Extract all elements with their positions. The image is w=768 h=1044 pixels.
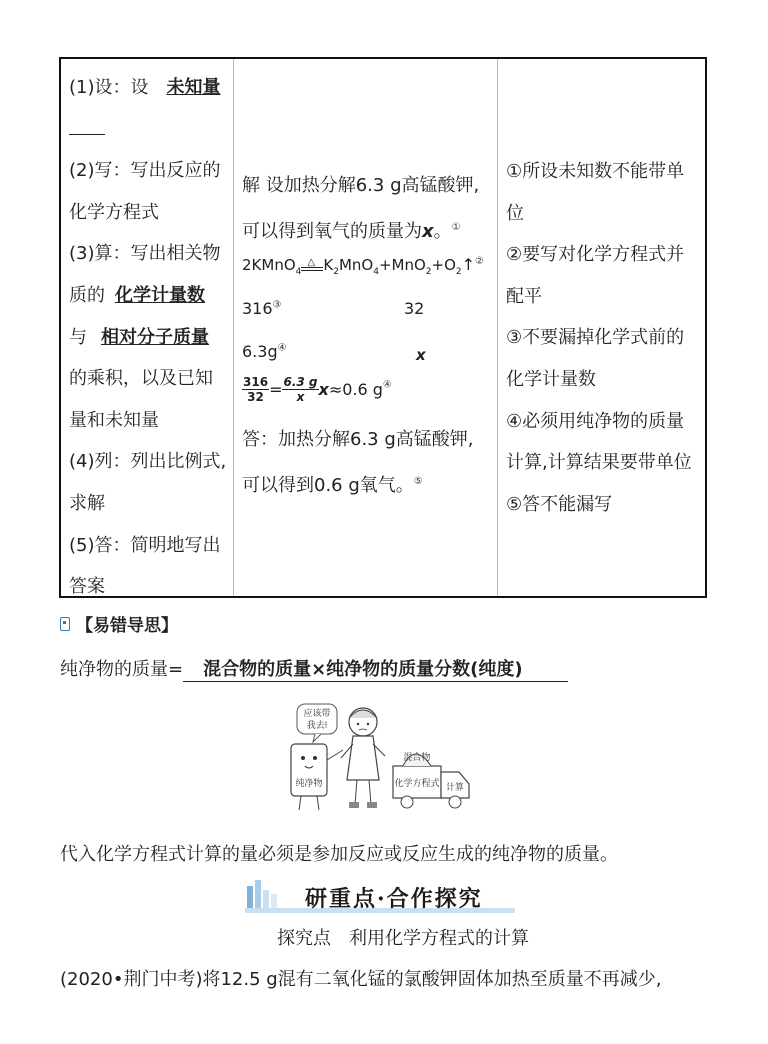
step-4: (4)列：列出比例式,: [69, 451, 227, 473]
solution-steps-table: [59, 57, 707, 598]
mark-2: ②: [475, 256, 484, 267]
step-2: (2)写：写出反应的: [69, 160, 221, 182]
note-5: ⑤答不能漏写: [506, 493, 613, 515]
fraction-2-den: x: [296, 390, 305, 404]
problem-text: (2020•荆门中考)将12.5 g混有二氧化锰的氯酸钾固体加热至质量不再减少,: [60, 969, 662, 990]
mixture-label: 混合物: [403, 752, 431, 762]
truck-label: 化学方程式: [394, 778, 440, 788]
eq-product-3: +O: [431, 256, 456, 274]
solution-line-2-text: 可以得到氧气的质量为: [242, 220, 422, 242]
mark-5: ⑤: [413, 475, 423, 487]
gas-arrow: ↑: [461, 255, 476, 274]
step-3e: 量和未知量: [69, 409, 159, 431]
step-1-blank: [69, 109, 233, 151]
blank-line: [69, 114, 105, 135]
formula-fill: 混合物的质量×纯净物的质量分数(纯度): [183, 655, 568, 682]
mass-row: [242, 299, 282, 318]
pure-label: 纯净物: [295, 778, 323, 788]
fraction-1-den: 32: [247, 390, 264, 404]
step-5: (5)答：简明地写出: [69, 534, 221, 556]
answer-line-1: 答：加热分解6.3 g高锰酸钾,: [242, 429, 474, 450]
step-3: (3)算：写出相关物: [69, 243, 221, 265]
fraction-2: [282, 375, 318, 404]
answer-line-2-text: 可以得到0.6 g氧气。: [242, 474, 414, 496]
note-4b: 计算,计算结果要带单位: [506, 452, 692, 474]
subhead-topic: 利用化学方程式的计算: [349, 928, 529, 949]
section-banner: [245, 876, 515, 914]
bubble-line-1: 应该带: [303, 708, 331, 718]
subheading: [277, 924, 529, 950]
result-value: ≈0.6 g: [328, 380, 383, 399]
cartoon-illustration: [285, 700, 475, 815]
step-1: [69, 67, 233, 109]
eq-sub: 4: [295, 267, 302, 277]
eq-sub: 2: [425, 267, 432, 277]
step-3b-prefix: 质的: [69, 284, 105, 306]
eq-sub: 2: [455, 267, 462, 277]
given-mass: 6.3g: [242, 342, 278, 361]
purity-formula: [60, 655, 568, 682]
proportion-row: [242, 375, 392, 404]
eq-product-1b: MnO: [338, 256, 374, 274]
unknown-x: x: [416, 346, 426, 364]
eq-sub: 2: [333, 267, 339, 277]
eq-reactant: 2KMnO: [242, 256, 296, 274]
variable-x: x: [422, 220, 434, 242]
chemical-equation: [242, 255, 484, 277]
step-3c: [69, 317, 233, 359]
solution-line-2: [242, 207, 497, 253]
step-3d: 的乘积，以及已知: [69, 368, 213, 390]
answer-line-2: [242, 461, 474, 507]
mass-32: 32: [404, 299, 425, 318]
notes-column: [498, 59, 705, 596]
note-2a: ②要写对化学方程式并: [506, 244, 685, 266]
note-2b: 配平: [506, 285, 542, 307]
mark-3: ③: [272, 299, 282, 311]
section-tag-text: 【易错导思】: [76, 616, 178, 636]
equals: =: [269, 380, 283, 399]
banner-title: 研重点·合作探究: [305, 886, 483, 912]
formula-prefix: 纯净物的质量=: [60, 659, 184, 680]
example-column: [234, 59, 498, 596]
step-1-text: (1)设：设: [69, 77, 149, 98]
step-3b: [69, 275, 233, 317]
solution-line-1: 解 设加热分解6.3 g高锰酸钾,: [242, 175, 480, 196]
bookmark-icon: [60, 617, 70, 631]
cartoon-svg: [285, 700, 475, 815]
note-1a: ①所设未知数不能带单: [506, 161, 685, 182]
note-3b: 化学计量数: [506, 368, 596, 390]
note-4a: ④必须用纯净物的质量: [506, 410, 685, 432]
heat-arrow: [301, 256, 323, 273]
mark-1: ①: [451, 221, 461, 233]
solution-line-2-end: 。: [433, 220, 452, 242]
step-3b-answer: 化学计量数: [115, 284, 205, 306]
mark-4b: ④: [382, 379, 392, 391]
step-4b: 求解: [69, 492, 105, 514]
given-row: [242, 342, 287, 361]
steps-column: [61, 59, 234, 596]
subhead-label: 探究点: [277, 928, 331, 949]
answer-block: [242, 419, 474, 506]
note-3a: ③不要漏掉化学式前的: [506, 327, 685, 349]
step-3c-answer: 相对分子质量: [101, 326, 209, 348]
section-tag: [60, 611, 178, 636]
step-2b: 化学方程式: [69, 201, 159, 223]
eq-sub: 4: [373, 267, 379, 277]
note-paragraph: 代入化学方程式计算的量必须是参加反应或反应生成的纯净物的质量。: [60, 844, 618, 865]
fraction-2-num: 6.3 g: [283, 375, 318, 389]
note-1b: 位: [506, 202, 524, 224]
fraction-1: [242, 375, 269, 404]
bubble-line-2: 我去!: [306, 720, 328, 730]
step-5b: 答案: [69, 576, 105, 598]
mass-316: 316: [242, 299, 273, 318]
mark-4: ④: [277, 342, 287, 354]
heat-symbol: △: [307, 256, 316, 268]
calc-label: 计算: [445, 782, 465, 792]
result-x: x: [318, 380, 329, 399]
step-1-answer: 未知量: [166, 77, 221, 98]
fraction-1-num: 316: [243, 375, 269, 389]
eq-product-1: K: [323, 256, 334, 274]
step-3c-prefix: 与: [69, 326, 87, 348]
eq-product-2: +MnO: [378, 256, 426, 274]
